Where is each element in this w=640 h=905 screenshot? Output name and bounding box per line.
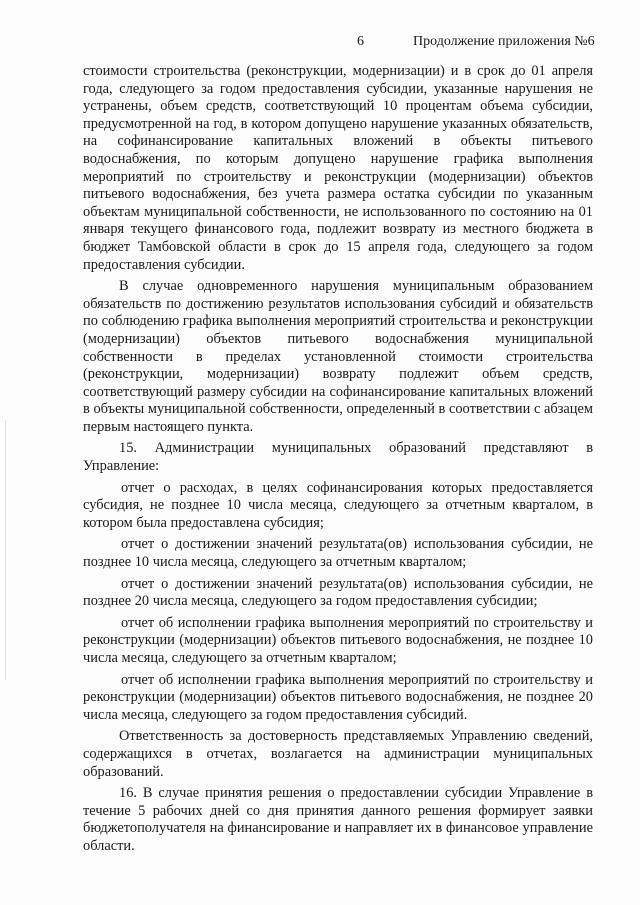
- appendix-continuation-label: Продолжение приложения №6: [413, 34, 595, 49]
- page-header: [0, 34, 640, 54]
- paragraph-simultaneous-violation: В случае одновременного нарушения муниципальным образованием обязательств по достижению результатов использования субсидий и обязательств по соблюдению графика выполнения мероприятий строительства и реконструкции (модернизации) объектов питьевого водоснабжения муниципальной собственности в пределах установленной стоимости строительства (реконструкции, модернизации) возврату подлежит объем средств, соответствующий размеру субсидии на софинансирование капитальных вложений в объекты муниципальной собственности, определенный в соответствии с абзацем первым настоящего пункта.: [83, 278, 593, 435]
- report-item-expenses: отчет о расходах, в целях софинансирования которых предоставляется субсидия, не позднее 10 числа месяца, следующего за отчетным кварталом, в котором была предоставлена субсидия;: [83, 479, 593, 531]
- paragraph-item-16: 16. В случае принятия решения о предоставлении субсидии Управление в течение 5 рабочих дней со дня принятия данного решения формирует заявки бюджетополучателя на финансирование и направляет их в финансовое управление области.: [83, 785, 593, 854]
- scan-edge-line: [5, 420, 6, 680]
- document-body: [83, 63, 593, 860]
- paragraph-responsibility: Ответственность за достоверность представляемых Управлению сведений, содержащихся в отчетах, возлагается на администрации муниципальных образований.: [83, 728, 593, 780]
- report-item-results-annual: отчет о достижении значений результата(ов) использования субсидии, не позднее 20 числа месяца, следующего за годом предоставления субсидии;: [83, 575, 593, 610]
- report-item-schedule-quarterly: отчет об исполнении графика выполнения мероприятий по строительству и реконструкции (модернизации) объектов питьевого водоснабжения, не позднее 10 числа месяца, следующего за отчетным кварталом;: [83, 614, 593, 666]
- paragraph-item-15: 15. Администрации муниципальных образований представляют в Управление:: [83, 440, 593, 475]
- report-item-results-quarterly: отчет о достижении значений результата(ов) использования субсидии, не позднее 10 числа месяца, следующего за отчетным кварталом;: [83, 536, 593, 571]
- paragraph-continued: стоимости строительства (реконструкции, модернизации) и в срок до 01 апреля года, следующего за годом предоставления субсидии, указанные нарушения не устранены, объем средств, соответствующий 10 процентам объема субсидии, предусмотренной на год, в котором допущено нарушение указанных обязательств, на софинансирование капитальных вложений в объекты питьевого водоснабжения, по которым допущено нарушение графика выполнения мероприятий по строительству и реконструкции (модернизации) объектов питьевого водоснабжения, без учета размера остатка субсидии по указанным объектам муниципальной собственности, не использованного по состоянию на 01 января текущего финансового года, подлежит возврату из местного бюджета в бюджет Тамбовской области в срок до 15 апреля года, следующего за годом предоставления субсидии.: [83, 63, 593, 273]
- report-item-schedule-annual: отчет об исполнении графика выполнения мероприятий по строительству и реконструкции (модернизации) объектов питьевого водоснабжения, не позднее 20 числа месяца, следующего за годом предоставления субсидий.: [83, 671, 593, 723]
- page-number: 6: [357, 34, 364, 49]
